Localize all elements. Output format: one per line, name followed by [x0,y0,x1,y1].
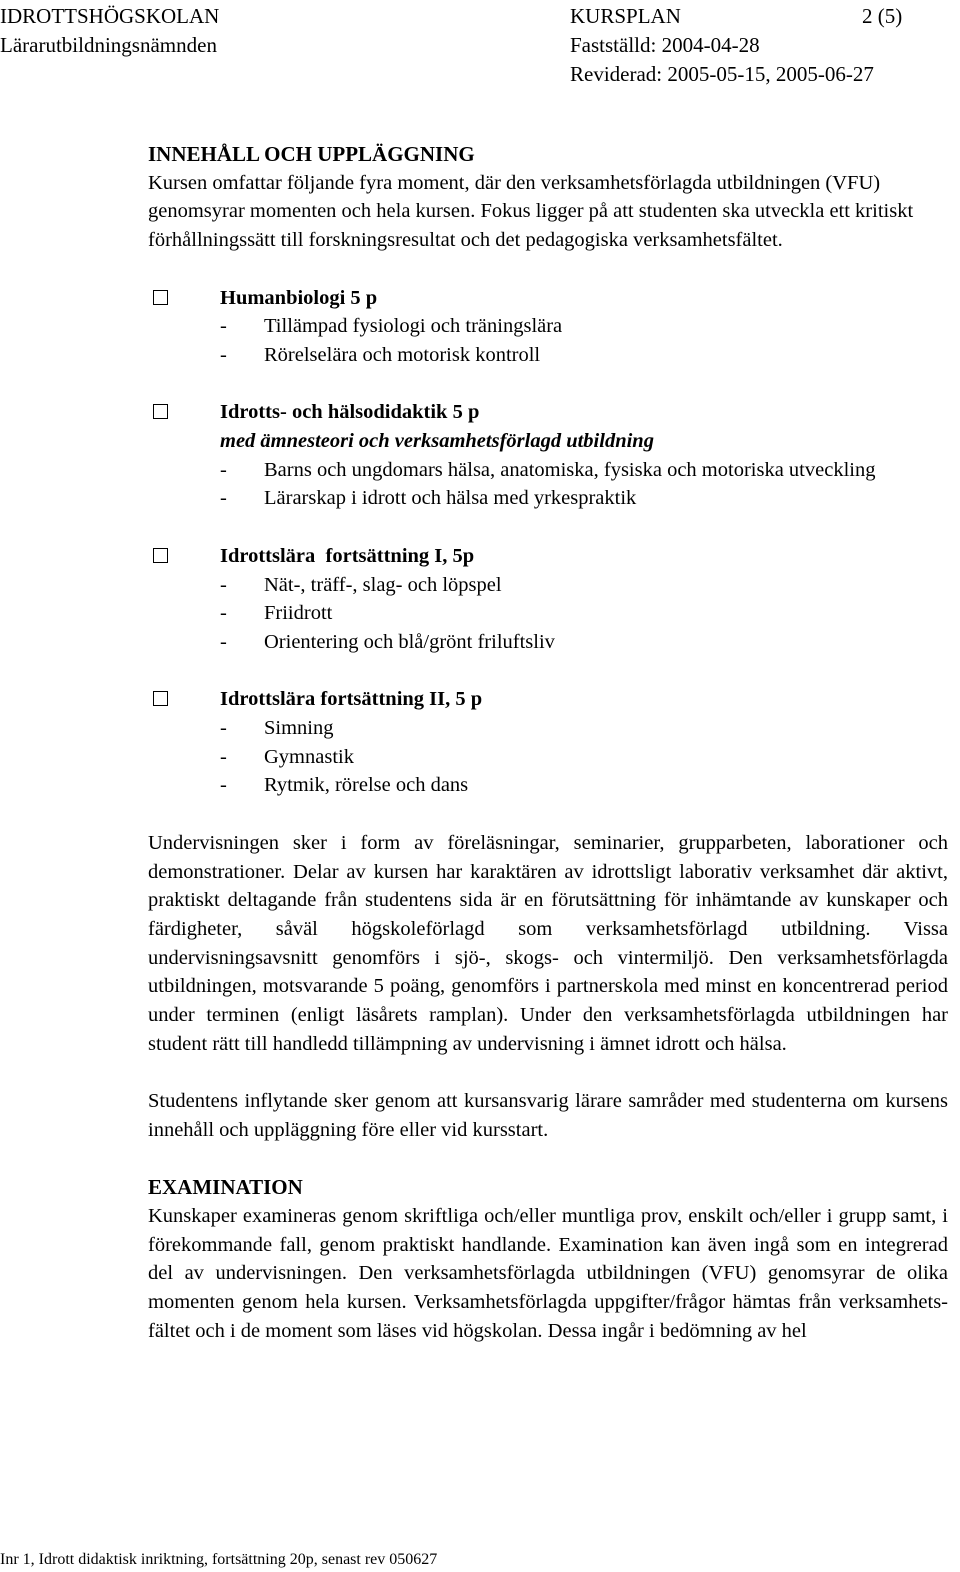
list-item: - Rytmik, rörelse och dans [220,771,948,800]
module-idrotts-halsodidaktik [148,398,948,513]
checkbox-bullet-icon [153,290,168,305]
checkbox-bullet-icon [153,691,168,706]
list-item: - Nät-, träff-, slag- och löpspel [220,571,948,600]
examination-paragraph: Kunskaper examineras genom skriftliga och/eller muntliga prov, enskilt och/eller i grupp samt, i förekommande fall, genom praktiskt handlande. Examination kan även ingå som en integrerad del av undervisningen. Den verksamhetsförlagda utbildningen (VFU) genomsyrar de olika momenten genom hela kursen. Verksamhetsförlagda uppgifter/frågor hämtas från verksamhets-fältet och i de moment som läses vid högskolan. Dessa ingår i bedömning av hel [148,1204,948,1342]
module-item-list [220,456,948,513]
teaching-paragraph: Undervisningen sker i form av föreläsningar, seminarier, grupparbeten, laborationer och demonstrationer. Delar av kursen har karaktären av idrottsligt laborativ verksamhet där aktivt, praktiskt deltagande från studentens sida är en förutsättning för inhämtande av kunskaper och färdigheter, såväl högskoleförlagd som verksamhetsförlagd utbildning. Vissa undervisningsavsnitt genomförs i sjö-, skogs- och vintermiljö. Den verksamhetsförlagda utbildningen, motsvarande 5 poäng, genomförs i partnerskola med minst en koncentrerad period under terminen (enligt läsårets ramplan). Under den verksamhetsförlagda utbildningen har student rätt till handledd tillämpning av undervisning i ämnet idrott och hälsa. [148,831,948,1055]
module-idrottslara-1 [148,542,948,657]
module-title: Idrottslära fortsättning II, 5 p [220,688,483,711]
header-school: IDROTTSHÖGSKOLAN [0,4,220,28]
module-subtitle: med ämnesteori och verksamhetsförlagd utbildning [220,430,654,452]
list-item: - Gymnastik [220,743,948,772]
header-doc-type: KURSPLAN [570,4,681,28]
list-item: - Orientering och blå/grönt friluftsliv [220,628,948,657]
module-item-list [220,571,948,657]
list-item: - Barns och ungdomars hälsa, anatomiska, fysiska och motoriska utveckling [220,456,948,485]
section-heading-examination: EXAMINATION [148,1175,303,1200]
header-established-date: Fastställd: 2004-04-28 [570,33,760,57]
module-title: Idrotts- och hälsodidaktik 5 p [220,401,480,424]
list-item: - Rörelselära och motorisk kontroll [220,341,948,370]
list-item: - Tillämpad fysiologi och träningslära [220,312,948,341]
checkbox-bullet-icon [153,404,168,419]
module-idrottslara-2 [148,685,948,800]
list-item: - Lärarskap i idrott och hälsa med yrkespraktik [220,484,948,513]
module-item-list [220,714,948,800]
intro-paragraph: Kursen omfattar följande fyra moment, där den verksamhetsförlagda utbildningen (VFU) genomsyrar momenten och hela kursen. Fokus ligger på att studenten ska utveckla ett kritiskt förhållningssätt till forskningsresultat och det pedagogiska verksamhetsfältet. [148,171,914,252]
list-item: - Simning [220,714,948,743]
header-page-number: 2 (5) [862,4,903,28]
list-item: - Friidrott [220,599,948,628]
header-revised-date: Reviderad: 2005-05-15, 2005-06-27 [570,62,874,86]
module-title: Humanbiologi 5 p [220,286,378,309]
footer-note: Inr 1, Idrott didaktisk inriktning, fortsättning 20p, senast rev 050627 [0,1551,438,1568]
module-humanbiologi [148,284,948,370]
influence-paragraph: Studentens inflytande sker genom att kursansvarig lärare samråder med studenterna om kursens innehåll och uppläggning före eller vid kursstart. [148,1090,948,1141]
module-title: Idrottslära fortsättning I, 5p [220,544,475,567]
section-heading-content: INNEHÅLL OCH UPPLÄGGNING [148,142,475,166]
checkbox-bullet-icon [153,548,168,563]
header-board: Lärarutbildningsnämnden [0,33,217,57]
document-body [148,140,948,1345]
module-item-list [220,312,948,369]
